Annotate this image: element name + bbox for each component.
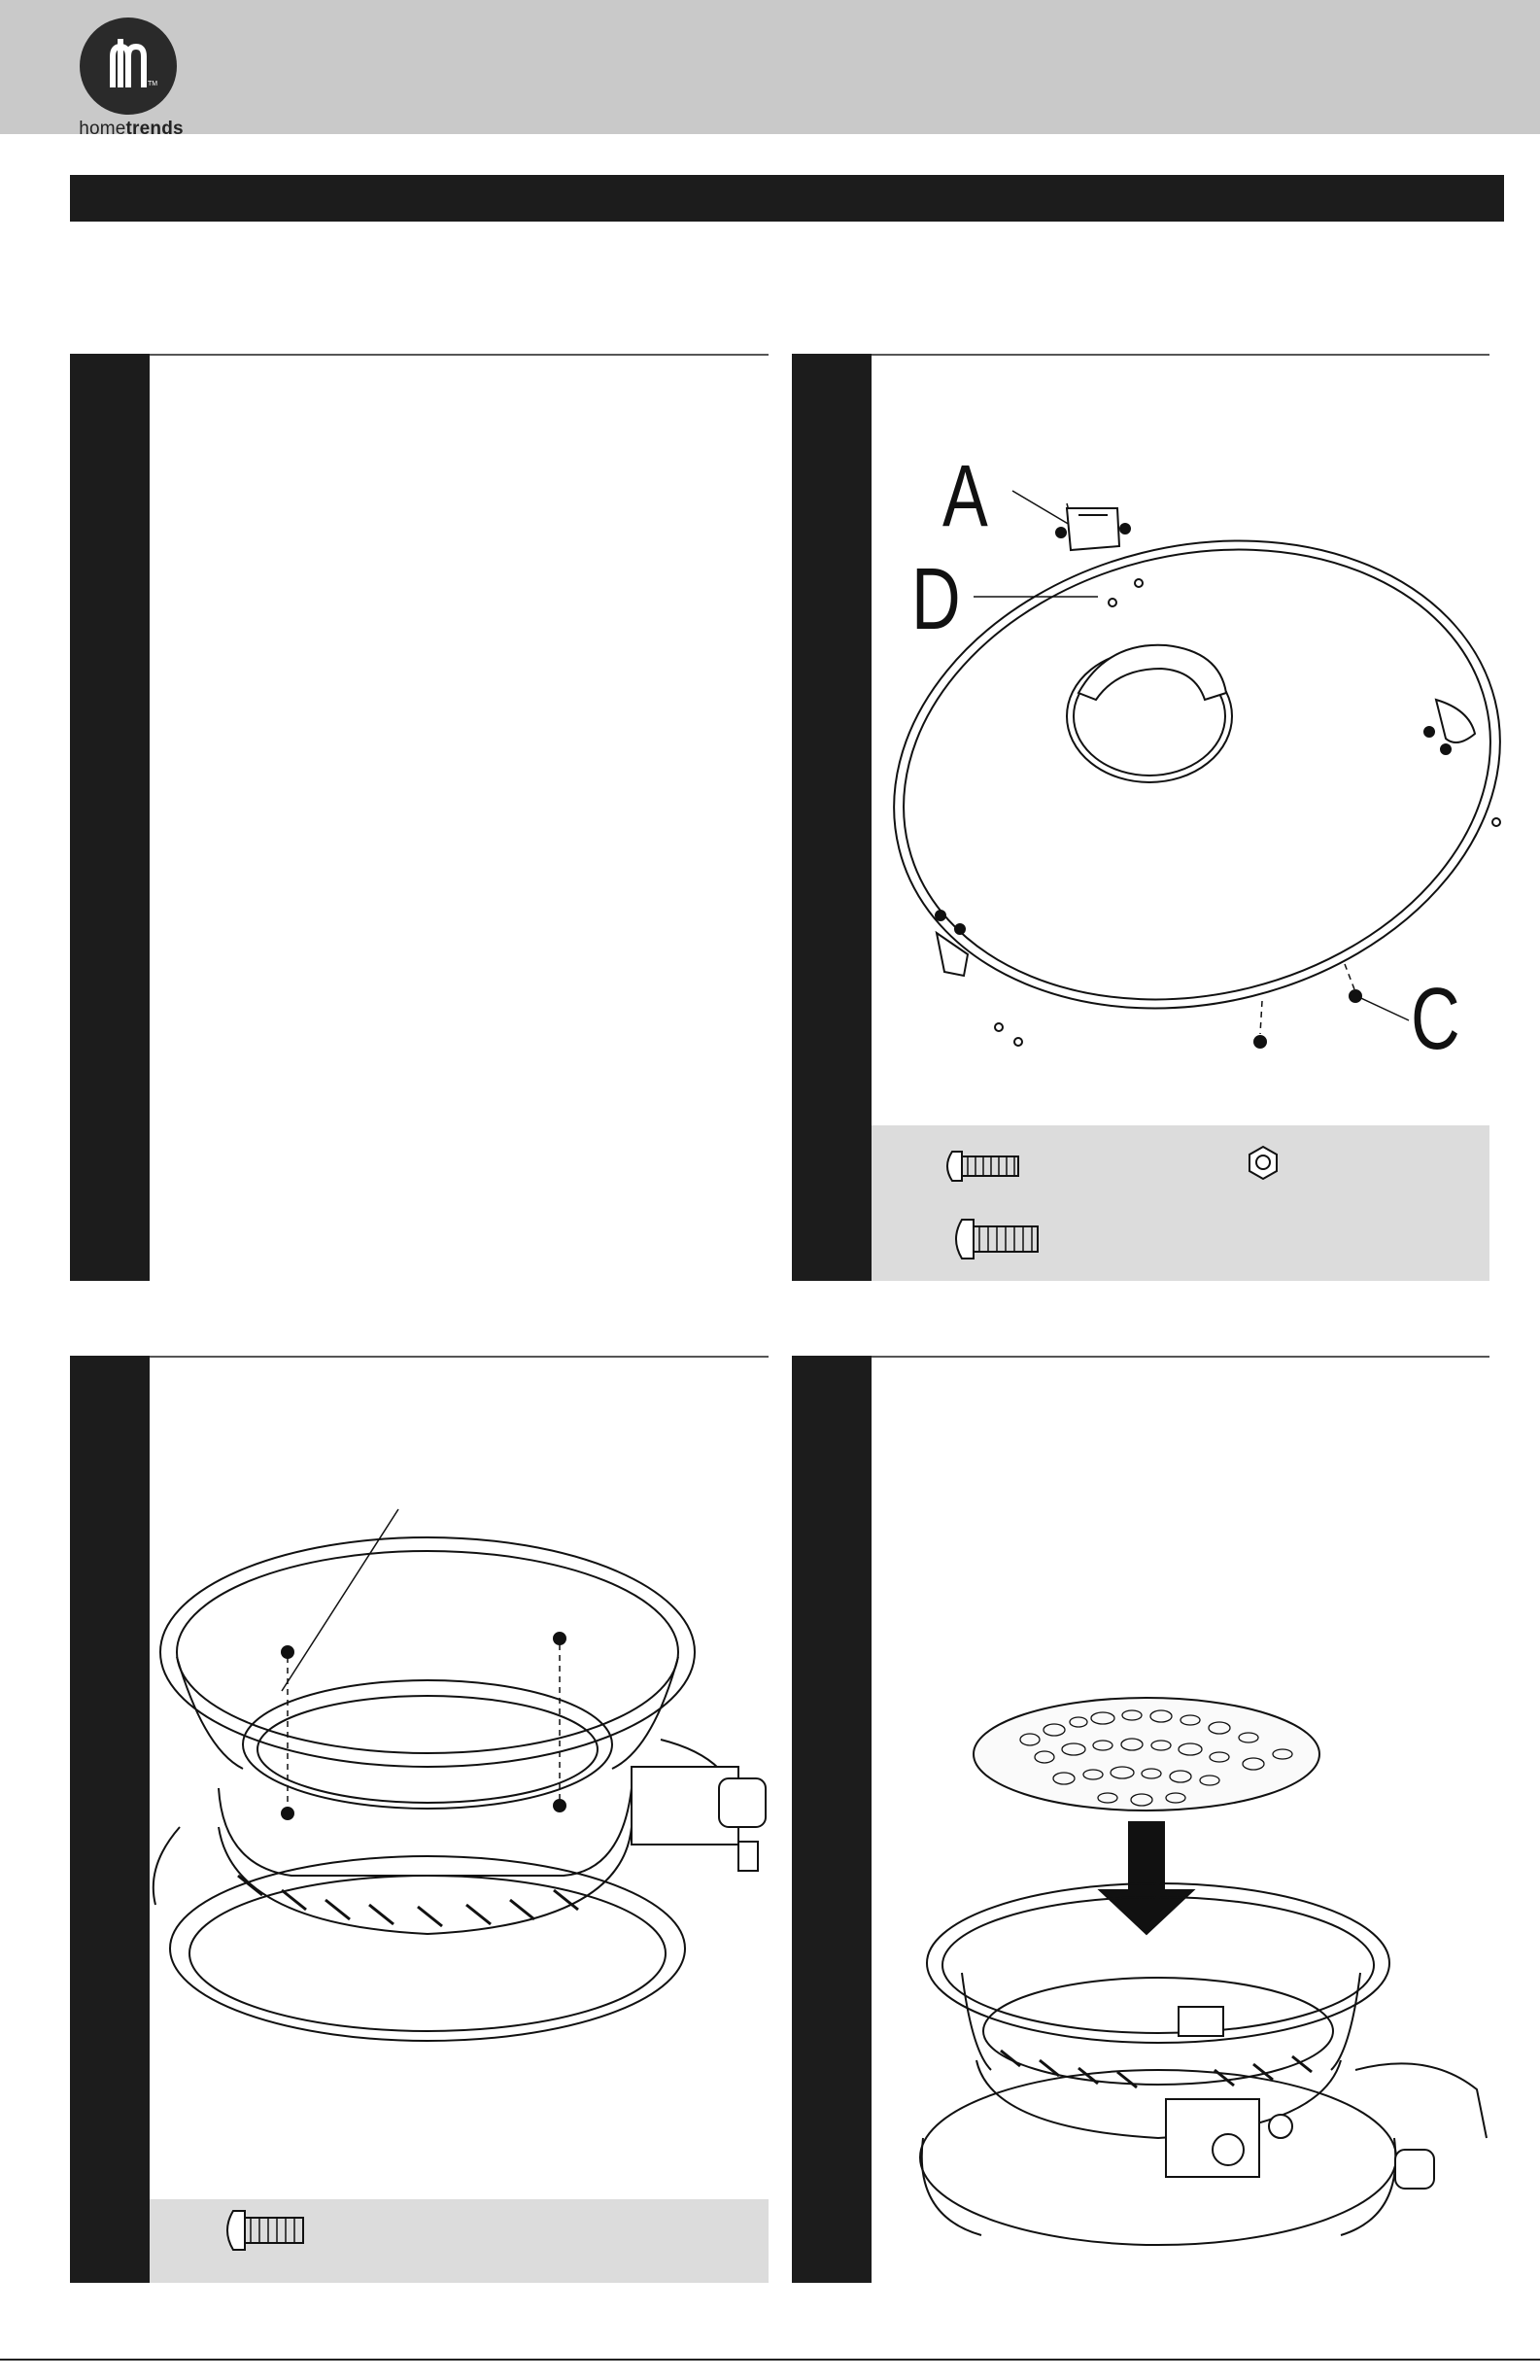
hinge-top [1067, 508, 1119, 550]
bowl-top-rim [160, 1537, 695, 1767]
nut-icon [1249, 1147, 1277, 1179]
bolt-icon [955, 924, 965, 934]
control-knob [1213, 2134, 1244, 2165]
hinge-right [1436, 700, 1475, 742]
control-knob [719, 1778, 766, 1827]
arrow-down-icon [1100, 1822, 1193, 1934]
bolt-icon [936, 911, 945, 920]
hose-right [661, 1740, 719, 1769]
leader-line [282, 1509, 398, 1691]
bolt-icon [554, 1633, 565, 1644]
nut-icon [1135, 579, 1143, 587]
hardware-icons-lid [947, 1147, 1277, 1259]
hardware-icons-ring [227, 2211, 303, 2250]
lid-outer-rim [844, 479, 1540, 1071]
nut-icon [1014, 1038, 1022, 1046]
svg-text:TM: TM [148, 81, 158, 87]
bolt-icon [1350, 990, 1361, 1002]
igniter-block [1179, 2007, 1223, 2036]
fire-stones-diagram [920, 1698, 1487, 2245]
label-c: C [1411, 971, 1460, 1068]
bolt-icon [1254, 1036, 1266, 1048]
nut-icon [1109, 599, 1116, 606]
igniter-button [738, 1842, 758, 1871]
bowl-inner-ring [243, 1680, 612, 1809]
logo-word-light: home [79, 119, 126, 139]
hinge-left [937, 933, 968, 976]
leader-a [1012, 491, 1071, 525]
nut-icon [995, 1023, 1003, 1031]
hose-left [154, 1827, 180, 1905]
regulator-fitting [1395, 2150, 1434, 2189]
burner-band-lower [219, 1827, 632, 1934]
bolt-icon [1424, 727, 1434, 737]
label-d: D [911, 551, 961, 648]
footer-rule [0, 2359, 1540, 2361]
screw-icon [956, 1220, 974, 1259]
bolt-icon [554, 1800, 565, 1811]
hose-right [1355, 2063, 1487, 2138]
bowl-sides [177, 1657, 678, 1769]
label-a: A [942, 448, 988, 545]
bolt-icon [947, 1152, 962, 1181]
burner-ring-diagram [154, 1509, 766, 2041]
nut-icon [1492, 818, 1500, 826]
burner-band [219, 1788, 632, 1876]
screw-icon [227, 2211, 245, 2250]
bolt-icon [1056, 528, 1066, 537]
bolt-icon [1120, 524, 1130, 534]
lid-diagram [844, 479, 1540, 1071]
bolt-icon [962, 1156, 1018, 1176]
lid-handle [1078, 645, 1226, 700]
stone-pile [974, 1698, 1319, 1811]
bolt-icon [1441, 744, 1451, 754]
logo-word-bold: trends [125, 119, 184, 139]
base-ring [920, 2070, 1396, 2245]
control-box [1166, 2099, 1259, 2177]
bolt-icon [282, 1646, 293, 1658]
igniter-button [1269, 2115, 1292, 2138]
